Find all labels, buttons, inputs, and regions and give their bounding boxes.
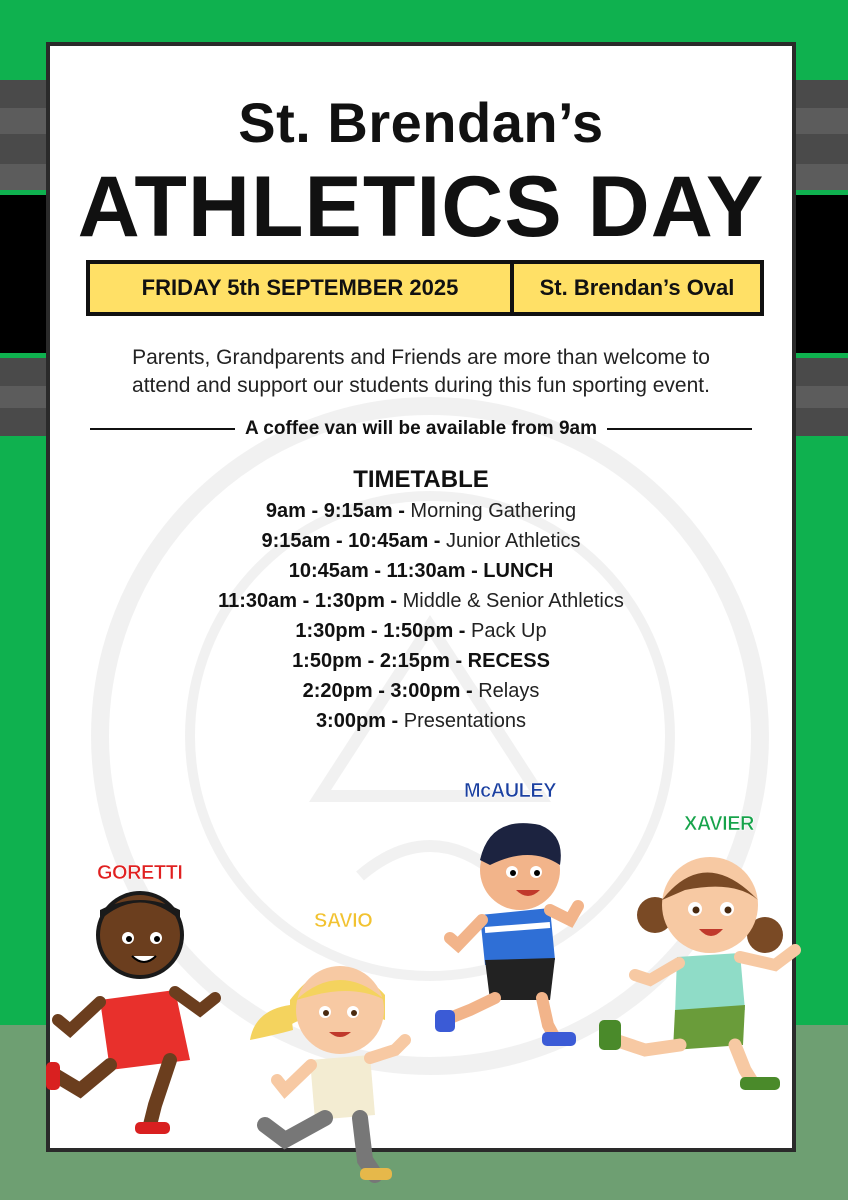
timetable-event: Presentations bbox=[403, 710, 527, 732]
coffee-notice bbox=[90, 414, 752, 444]
timetable-row bbox=[50, 586, 792, 616]
timetable-event: RECESS bbox=[467, 650, 550, 672]
timetable-row bbox=[50, 706, 792, 736]
timetable-time: 9am - 9:15am - bbox=[265, 500, 411, 522]
timetable-heading: TIMETABLE bbox=[353, 466, 489, 493]
timetable-row bbox=[50, 676, 792, 706]
timetable-event: Relays bbox=[478, 680, 540, 702]
event-venue: St. Brendan’s Oval bbox=[539, 275, 735, 300]
timetable-row bbox=[50, 646, 792, 676]
timetable-row bbox=[50, 556, 792, 586]
welcome-line: attend and support our students during this fun sporting event. bbox=[132, 374, 710, 397]
timetable-event: Junior Athletics bbox=[446, 530, 581, 552]
timetable-event: LUNCH bbox=[483, 560, 554, 582]
timetable-event: Pack Up bbox=[471, 620, 547, 642]
divider-rule bbox=[90, 428, 235, 430]
coffee-notice-text: A coffee van will be available from 9am bbox=[245, 418, 597, 439]
divider-rule bbox=[607, 428, 752, 430]
running-boy-mcauley-illustration bbox=[430, 810, 590, 1055]
welcome-line: Parents, Grandparents and Friends are more than welcome to bbox=[132, 346, 710, 369]
date-venue-bar bbox=[86, 260, 764, 316]
timetable-time: 1:30pm - 1:50pm - bbox=[295, 620, 471, 642]
house-label-goretti: GORETTI bbox=[97, 862, 183, 884]
timetable-event: Morning Gathering bbox=[410, 500, 577, 522]
timetable bbox=[50, 466, 792, 736]
school-name: St. Brendan’s bbox=[238, 91, 604, 154]
timetable-time: 10:45am - 11:30am - bbox=[288, 560, 484, 582]
welcome-message bbox=[90, 344, 752, 400]
timetable-time: 2:20pm - 3:00pm - bbox=[302, 680, 479, 702]
house-label-savio: SAVIO bbox=[314, 910, 373, 932]
event-title: ATHLETICS DAY bbox=[77, 159, 765, 255]
running-girl-xavier-illustration bbox=[595, 845, 805, 1095]
event-date: FRIDAY 5th SEPTEMBER 2025 bbox=[90, 264, 514, 312]
house-label-mcauley: McAULEY bbox=[464, 780, 557, 802]
house-label-xavier: XAVIER bbox=[684, 813, 754, 835]
timetable-time: 9:15am - 10:45am - bbox=[261, 530, 447, 552]
timetable-row bbox=[50, 616, 792, 646]
timetable-row bbox=[50, 526, 792, 556]
timetable-event: Middle & Senior Athletics bbox=[402, 590, 624, 612]
timetable-time: 11:30am - 1:30pm - bbox=[218, 590, 403, 612]
running-boy-goretti-illustration bbox=[40, 890, 230, 1140]
timetable-time: 3:00pm - bbox=[315, 710, 404, 732]
timetable-time: 1:50pm - 2:15pm - bbox=[292, 650, 468, 672]
running-girl-savio-illustration bbox=[245, 940, 420, 1185]
timetable-row bbox=[50, 496, 792, 526]
